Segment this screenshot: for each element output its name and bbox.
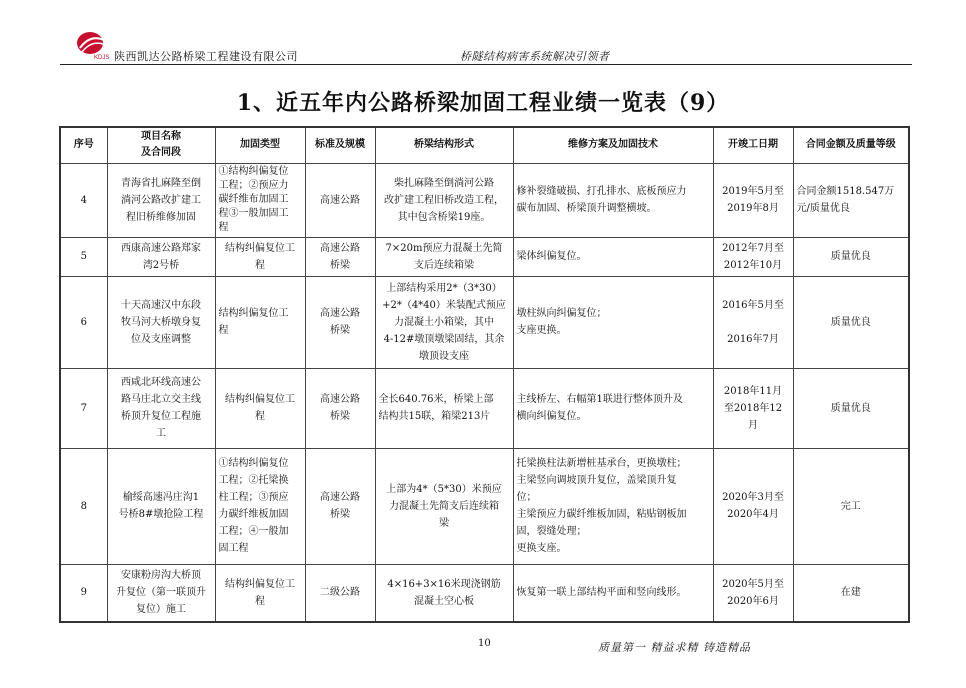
cell-amount: 在建: [793, 564, 909, 622]
cell-structure: 7×20m预应力混凝土先简 支后连续箱梁: [375, 237, 513, 276]
cell-period: 2012年7月至 2012年10月: [713, 237, 793, 276]
cell-structure: 全长640.76米，桥梁上部 结构共15联，箱梁213片: [375, 368, 513, 448]
company-name: 陕西凯达公路桥梁工程建设有限公司: [114, 50, 298, 63]
cell-project-name: 十天高速汉中东段 牧马河大桥墩身复 位及支座调整: [107, 276, 215, 368]
cell-type: 结构纠偏复位工 程: [215, 564, 305, 622]
cell-structure: 4×16+3×16米现浇钢筋 混凝土空心板: [375, 564, 513, 622]
footer-slogan: 质量第一 精益求精 铸造精品: [598, 641, 751, 654]
cell-scheme: 主线桥左、右幅第1联进行整体顶升及 横向纠偏复位。: [513, 368, 713, 448]
cell-period: 2020年5月至 2020年6月: [713, 564, 793, 622]
cell-type: ①结构纠偏复位 工程；②托梁换 柱工程；③预应 力碳纤维板加固 工程；④一般加 固工程: [215, 448, 305, 564]
table-row: [60, 237, 909, 276]
table-row: [60, 564, 909, 622]
cell-type: 结构纠偏复位工 程: [215, 237, 305, 276]
cell-no: 7: [60, 368, 107, 448]
company-logo-icon: [70, 30, 118, 60]
cell-period: 2016年5月至 2016年7月: [713, 276, 793, 368]
cell-standard: 高速公路 桥梁: [305, 368, 375, 448]
cell-scheme: 修补裂缝破损、打孔排水、底板预应力 碳布加固、桥梁顶升调整横坡。: [513, 163, 713, 237]
cell-amount: 质量优良: [793, 276, 909, 368]
cell-project-name: 榆绥高速冯庄沟1 号桥8#墩抢险工程: [107, 448, 215, 564]
cell-type: 结构纠偏复位工 程: [215, 368, 305, 448]
cell-no: 6: [60, 276, 107, 368]
cell-structure: 上部结构采用2*（3*30） +2*（4*40）米装配式预应 力混凝土小箱梁，其中 4-12#墩顶墩梁固结，其余 墩顶设支座: [375, 276, 513, 368]
cell-no: 8: [60, 448, 107, 564]
cell-standard: 高速公路 桥梁: [305, 237, 375, 276]
cell-structure: 上部为4*（5*30）米预应 力混凝土先简支后连续箱 梁: [375, 448, 513, 564]
cell-no: 4: [60, 163, 107, 237]
cell-scheme: 托梁换柱法新增桩基承台，更换墩柱； 主梁竖向调坡顶升复位，盖梁顶升复 位； 主梁预应力碳纤维板加固，粘贴钢板加 固，裂缝处理； 更换支座。: [513, 448, 713, 564]
page-number: 10: [478, 638, 491, 649]
cell-amount: 质量优良: [793, 368, 909, 448]
document-title: 桥隧结构病害系统解决引领者: [460, 50, 610, 63]
cell-amount: 合同金额1518.547万 元/质量优良: [793, 163, 909, 237]
cell-amount: 完工: [793, 448, 909, 564]
page-header: [60, 28, 912, 64]
cell-standard: 高速公路 桥梁: [305, 448, 375, 564]
header-type: 加固类型: [215, 127, 305, 163]
header-divider: [60, 64, 912, 65]
table-row: [60, 368, 909, 448]
cell-period: 2020年3月至 2020年4月: [713, 448, 793, 564]
cell-scheme: 墩柱纵向纠偏复位； 支座更换。: [513, 276, 713, 368]
page-title: 1、近五年内公路桥梁加固工程业绩一览表（9）: [236, 90, 730, 116]
cell-period: 2019年5月至 2019年8月: [713, 163, 793, 237]
cell-type: ①结构纠偏复位 工程；②预应力 碳纤维布加固工 程③一般加固工 程: [215, 163, 305, 237]
table-row: [60, 276, 909, 368]
header-no: 序号: [60, 127, 107, 163]
header-standard: 标准及规模: [305, 127, 375, 163]
cell-project-name: 安康粉房沟大桥顶 升复位（第一联顶升 复位）施工: [107, 564, 215, 622]
header-period: 开竣工日期: [713, 127, 793, 163]
table-header-row: [60, 127, 909, 163]
cell-project-name: 西康高速公路郑家 湾2号桥: [107, 237, 215, 276]
table-row: [60, 163, 909, 237]
cell-type: 结构纠偏复位工 程: [215, 276, 305, 368]
cell-amount: 质量优良: [793, 237, 909, 276]
cell-project-name: 西咸北环线高速公 路马庄北立交主线 桥顶升复位工程施 工: [107, 368, 215, 448]
header-project-name: 项目名称 及合同段: [107, 127, 215, 163]
cell-no: 5: [60, 237, 107, 276]
header-amount: 合同金额及质量等级: [793, 127, 909, 163]
cell-period: 2018年11月 至2018年12 月: [713, 368, 793, 448]
cell-scheme: 恢复第一联上部结构平面和竖向线形。: [513, 564, 713, 622]
cell-structure: 柴扎麻隆至倒淌河公路 改扩建工程旧桥改造工程， 其中包含桥梁19座。: [375, 163, 513, 237]
cell-standard: 高速公路 桥梁: [305, 276, 375, 368]
performance-table: [59, 126, 910, 623]
header-structure: 桥梁结构形式: [375, 127, 513, 163]
logo-text: KDJS: [94, 55, 110, 60]
cell-project-name: 青海省扎麻隆至倒 淌河公路改扩建工 程旧桥维修加固: [107, 163, 215, 237]
cell-no: 9: [60, 564, 107, 622]
header-scheme: 维修方案及加固技术: [513, 127, 713, 163]
cell-standard: 高速公路: [305, 163, 375, 237]
cell-standard: 二级公路: [305, 564, 375, 622]
cell-scheme: 梁体纠偏复位。: [513, 237, 713, 276]
table-row: [60, 448, 909, 564]
